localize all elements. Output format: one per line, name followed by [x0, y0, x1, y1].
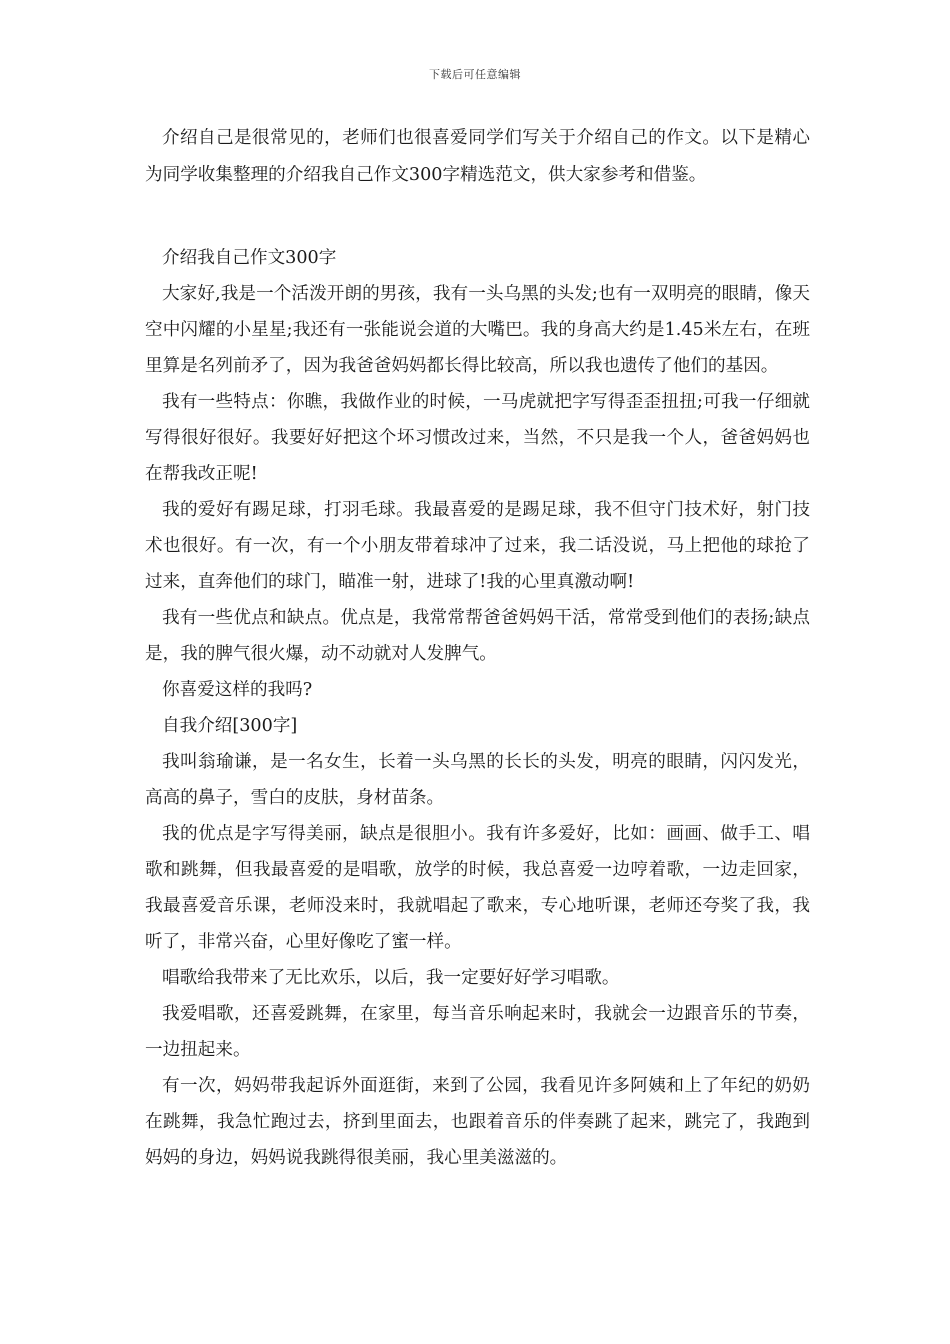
paragraph: 你喜爱这样的我吗? [162, 680, 313, 700]
page-header-note: 下载后可任意编辑 [429, 68, 521, 81]
paragraph: 我有一些特点：你瞧，我做作业的时候，一马虎就把字写得歪歪扭扭;可我一仔细就写得很好很好。我要好好把这个坏习惯改过来，当然，不只是我一个人，爸爸妈妈也在帮我改正呢! [145, 392, 810, 484]
article-title-2: 自我介绍[300字] [162, 716, 298, 736]
paragraph: 我叫翁瑜谦，是一名女生，长着一头乌黑的长长的头发，明亮的眼睛，闪闪发光，高高的鼻子，雪白的皮肤，身材苗条。 [145, 752, 810, 808]
document-body [145, 120, 810, 1176]
paragraph: 有一次，妈妈带我起诉外面逛街，来到了公园，我看见许多阿姨和上了年纪的奶奶在跳舞，我急忙跑过去，挤到里面去，也跟着音乐的伴奏跳了起来，跳完了，我跑到妈妈的身边，妈妈说我跳得很美丽，我心里美滋滋的。 [145, 1076, 810, 1168]
paragraph: 我爱唱歌，还喜爱跳舞，在家里，每当音乐响起来时，我就会一边跟音乐的节奏，一边扭起来。 [145, 1004, 810, 1060]
paragraph: 唱歌给我带来了无比欢乐，以后，我一定要好好学习唱歌。 [162, 968, 620, 988]
intro-paragraph: 介绍自己是很常见的，老师们也很喜爱同学们写关于介绍自己的作文。以下是精心为同学收集整理的介绍我自己作文300字精选范文，供大家参考和借鉴。 [145, 128, 810, 185]
article-title-1: 介绍我自己作文300字 [162, 248, 337, 268]
paragraph: 我有一些优点和缺点。优点是，我常常帮爸爸妈妈干活，常常受到他们的表扬;缺点是，我的脾气很火爆，动不动就对人发脾气。 [145, 608, 810, 664]
paragraph: 我的爱好有踢足球，打羽毛球。我最喜爱的是踢足球，我不但守门技术好，射门技术也很好。有一次，有一个小朋友带着球冲了过来，我二话没说，马上把他的球抢了过来，直奔他们的球门，瞄准一射，进球了!我的心里真激动啊! [145, 500, 810, 592]
paragraph: 我的优点是字写得美丽，缺点是很胆小。我有许多爱好，比如：画画、做手工、唱歌和跳舞，但我最喜爱的是唱歌，放学的时候，我总喜爱一边哼着歌，一边走回家，我最喜爱音乐课，老师没来时，我就唱起了歌来，专心地听课，老师还夸奖了我，我听了，非常兴奋，心里好像吃了蜜一样。 [145, 824, 810, 952]
paragraph: 大家好,我是一个活泼开朗的男孩，我有一头乌黑的头发;也有一双明亮的眼睛，像天空中闪耀的小星星;我还有一张能说会道的大嘴巴。我的身高大约是1.45米左右，在班里算是名列前矛了，因为我爸爸妈妈都长得比较高，所以我也遗传了他们的基因。 [145, 284, 810, 376]
